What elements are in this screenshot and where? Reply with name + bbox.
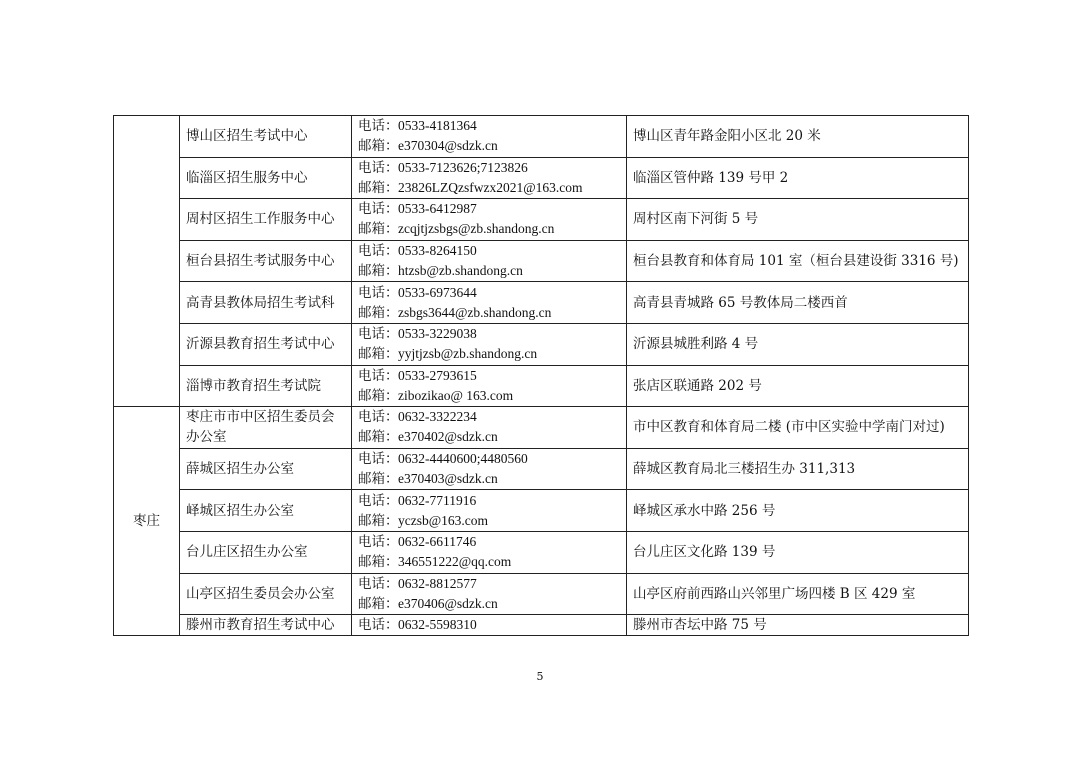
email-value: yyjtjzsb@zb.shandong.cn bbox=[398, 346, 538, 362]
table-row bbox=[114, 531, 969, 573]
contact-cell bbox=[352, 282, 627, 324]
address-cell: 市中区教育和体育局二楼 (市中区实验中学南门对过) bbox=[627, 407, 969, 449]
table-row bbox=[114, 116, 969, 158]
contact-cell bbox=[352, 531, 627, 573]
phone-label: 电话： bbox=[358, 159, 399, 176]
phone-label: 电话： bbox=[358, 409, 399, 426]
phone-label: 电话： bbox=[358, 617, 399, 634]
email-value: zcqjtjzsbgs@zb.shandong.cn bbox=[398, 221, 555, 237]
address-cell: 滕州市杏坛中路 75 号 bbox=[627, 615, 969, 636]
contact-cell bbox=[352, 116, 627, 158]
phone-label: 电话： bbox=[358, 284, 399, 301]
phone-value: 0533-2793615 bbox=[398, 367, 477, 383]
unit-name: 台儿庄区招生办公室 bbox=[180, 531, 352, 573]
email-value: zibozikao@ 163.com bbox=[398, 387, 514, 403]
phone-label: 电话： bbox=[358, 243, 399, 260]
region-cell-zaozhuang: 枣庄 bbox=[114, 407, 180, 636]
email-label: 邮箱： bbox=[358, 263, 399, 280]
address-cell: 峄城区承水中路 256 号 bbox=[627, 490, 969, 532]
email-value: e370406@sdzk.cn bbox=[398, 595, 498, 611]
table-row bbox=[114, 240, 969, 282]
email-value: htzsb@zb.shandong.cn bbox=[398, 263, 523, 279]
table-row bbox=[114, 615, 969, 636]
email-label: 邮箱： bbox=[358, 304, 399, 321]
table-row bbox=[114, 573, 969, 615]
phone-value: 0632-6611746 bbox=[398, 534, 477, 550]
phone-label: 电话： bbox=[358, 201, 399, 218]
address-cell: 桓台县教育和体育局 101 室（桓台县建设街 3316 号) bbox=[627, 240, 969, 282]
table-row bbox=[114, 323, 969, 365]
table-row bbox=[114, 365, 969, 407]
contact-cell bbox=[352, 448, 627, 490]
table-row bbox=[114, 407, 969, 449]
phone-value: 0632-4440600;4480560 bbox=[398, 451, 528, 467]
address-cell: 薛城区教育局北三楼招生办 311,313 bbox=[627, 448, 969, 490]
email-value: e370402@sdzk.cn bbox=[398, 429, 498, 445]
contact-cell bbox=[352, 615, 627, 636]
address-cell: 张店区联通路 202 号 bbox=[627, 365, 969, 407]
table-row bbox=[114, 448, 969, 490]
contact-cell bbox=[352, 199, 627, 241]
unit-name: 淄博市教育招生考试院 bbox=[180, 365, 352, 407]
address-cell: 周村区南下河街 5 号 bbox=[627, 199, 969, 241]
phone-label: 电话： bbox=[358, 492, 399, 509]
email-label: 邮箱： bbox=[358, 387, 399, 404]
table-row bbox=[114, 490, 969, 532]
email-value: 346551222@qq.com bbox=[398, 554, 512, 570]
address-cell: 台儿庄区文化路 139 号 bbox=[627, 531, 969, 573]
phone-label: 电话： bbox=[358, 575, 399, 592]
email-label: 邮箱： bbox=[358, 179, 399, 196]
address-cell: 沂源县城胜利路 4 号 bbox=[627, 323, 969, 365]
unit-name: 高青县教体局招生考试科 bbox=[180, 282, 352, 324]
email-label: 邮箱： bbox=[358, 595, 399, 612]
address-cell: 高青县青城路 65 号教体局二楼西首 bbox=[627, 282, 969, 324]
unit-name: 滕州市教育招生考试中心 bbox=[180, 615, 352, 636]
email-value: zsbgs3644@zb.shandong.cn bbox=[398, 304, 552, 320]
contact-cell bbox=[352, 157, 627, 199]
phone-value: 0632-5598310 bbox=[398, 617, 477, 633]
unit-name: 枣庄市市中区招生委员会办公室 bbox=[180, 407, 352, 449]
unit-name: 薛城区招生办公室 bbox=[180, 448, 352, 490]
phone-label: 电话： bbox=[358, 451, 399, 468]
phone-value: 0632-7711916 bbox=[398, 492, 477, 508]
phone-label: 电话： bbox=[358, 326, 399, 343]
address-cell: 博山区青年路金阳小区北 20 米 bbox=[627, 116, 969, 158]
unit-name: 山亭区招生委员会办公室 bbox=[180, 573, 352, 615]
address-cell: 山亭区府前西路山兴邻里广场四楼 B 区 429 室 bbox=[627, 573, 969, 615]
unit-name: 沂源县教育招生考试中心 bbox=[180, 323, 352, 365]
contact-cell bbox=[352, 323, 627, 365]
email-label: 邮箱： bbox=[358, 512, 399, 529]
page-number: 5 bbox=[536, 670, 544, 683]
phone-label: 电话： bbox=[358, 534, 399, 551]
email-label: 邮箱： bbox=[358, 138, 399, 155]
email-label: 邮箱： bbox=[358, 471, 399, 488]
email-value: 23826LZQzsfwzx2021@163.com bbox=[398, 179, 583, 195]
contact-cell bbox=[352, 407, 627, 449]
phone-value: 0533-8264150 bbox=[398, 243, 477, 259]
table-row bbox=[114, 199, 969, 241]
unit-name: 博山区招生考试中心 bbox=[180, 116, 352, 158]
table-row bbox=[114, 282, 969, 324]
email-value: e370304@sdzk.cn bbox=[398, 138, 498, 154]
email-label: 邮箱： bbox=[358, 554, 399, 571]
unit-name: 桓台县招生考试服务中心 bbox=[180, 240, 352, 282]
contact-cell bbox=[352, 240, 627, 282]
phone-label: 电话： bbox=[358, 367, 399, 384]
email-label: 邮箱： bbox=[358, 429, 399, 446]
email-value: e370403@sdzk.cn bbox=[398, 471, 498, 487]
email-label: 邮箱： bbox=[358, 221, 399, 238]
email-label: 邮箱： bbox=[358, 346, 399, 363]
email-value: yczsb@163.com bbox=[398, 512, 489, 528]
phone-value: 0533-4181364 bbox=[398, 118, 477, 134]
phone-value: 0632-3322234 bbox=[398, 409, 477, 425]
contact-table bbox=[113, 115, 969, 636]
region-cell-zibo bbox=[114, 116, 180, 407]
phone-value: 0533-6412987 bbox=[398, 201, 477, 217]
phone-value: 0533-3229038 bbox=[398, 326, 477, 342]
unit-name: 峄城区招生办公室 bbox=[180, 490, 352, 532]
contact-cell bbox=[352, 490, 627, 532]
contact-cell bbox=[352, 365, 627, 407]
phone-label: 电话： bbox=[358, 118, 399, 135]
unit-name: 周村区招生工作服务中心 bbox=[180, 199, 352, 241]
unit-name: 临淄区招生服务中心 bbox=[180, 157, 352, 199]
phone-value: 0533-7123626;7123826 bbox=[398, 159, 528, 175]
phone-value: 0632-8812577 bbox=[398, 575, 477, 591]
contact-cell bbox=[352, 573, 627, 615]
table-row bbox=[114, 157, 969, 199]
phone-value: 0533-6973644 bbox=[398, 284, 477, 300]
address-cell: 临淄区管仲路 139 号甲 2 bbox=[627, 157, 969, 199]
